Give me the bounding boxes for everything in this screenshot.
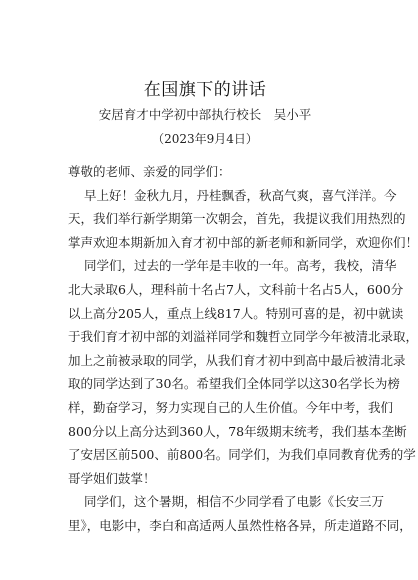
salutation-line: 尊敬的老师、亲爱的同学们： [68, 164, 231, 179]
speech-title: 在国旗下的讲话 [143, 80, 267, 100]
speech-date: （2023年9月4日） [152, 132, 258, 146]
body-line: 加上之前被录取的同学，从我们育才初中到高中最后被清北录 [68, 352, 406, 368]
body-line: 了安居区前500、前800名。同学们，为我们卓同教育优秀的学 [68, 447, 416, 463]
body-line: 早上好！金秋九月，丹桂飘香，秋高气爽，喜气洋洋。今 [84, 187, 397, 203]
body-line: 哥学姐们鼓掌！ [68, 470, 156, 486]
body-line: 里》，电影中，李白和高适两人虽然性格各异，所走道路不同， [68, 517, 412, 533]
body-line: 于我们育才初中部的刘溢祥同学和魏哲立同学今年被清北录取， [68, 329, 418, 345]
speech-body [68, 160, 418, 538]
body-line: 天，我们举行新学期第一次朝会，首先，我提议我们用热烈的 [68, 211, 406, 227]
body-line: 取的同学达到了30名。希望我们全体同学以这30名学长为榜 [68, 376, 400, 392]
body-line: 同学们，这个暑期，相信不少同学看了电影《长安三万 [84, 494, 385, 510]
body-line: 以上高分205人，重点上线817人。特别可喜的是，初中就读 [68, 305, 404, 321]
body-line: 北大录取6人，理科前十名占7人，文科前十名占5人，600分 [68, 281, 404, 297]
body-line: 掌声欢迎本期新加入育才初中部的新老师和新同学，欢迎你们！ [68, 234, 418, 250]
body-line: 样，勤奋学习，努力实现自己的人生价值。今年中考，我们 [68, 399, 394, 415]
body-line: 同学们，过去的一学年是丰收的一年。高考，我校，清华 [84, 258, 397, 274]
speaker-line: 安居育才中学初中部执行校长 吴小平 [98, 107, 312, 122]
body-line: 800分以上高分达到360人，78年级期末统考，我们基本垄断 [68, 423, 407, 439]
